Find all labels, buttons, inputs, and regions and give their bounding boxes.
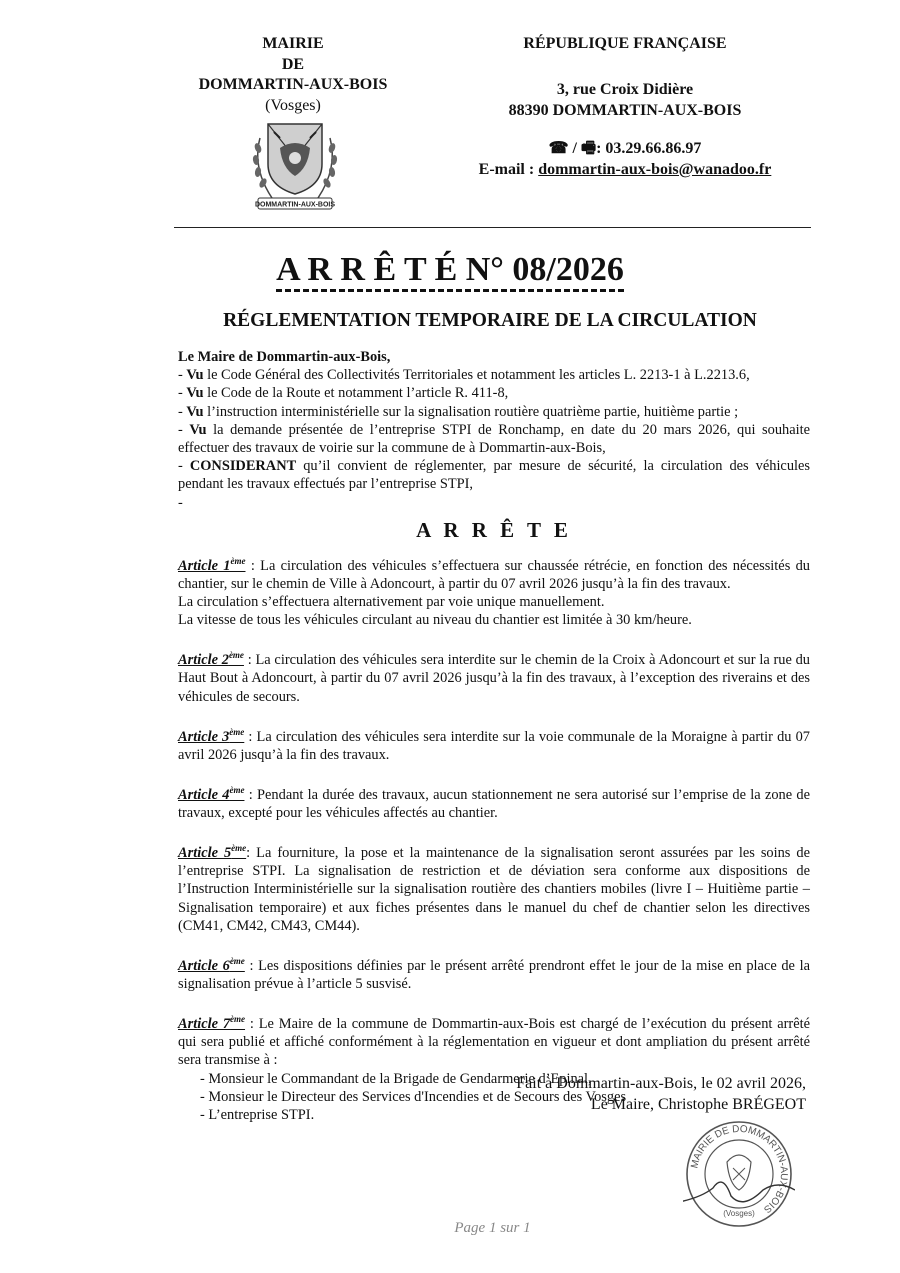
preamble-item: - Vu l’instruction interministérielle sur la signalisation routière quatrième partie, huitième partie ; [178,403,739,420]
republique-title: RÉPUBLIQUE FRANÇAISE [523,35,727,52]
preamble-item: - CONSIDERANT qu’il convient de réglementer, par mesure de sécurité, la circulation des véhicules pendant les travaux effectués par l’entreprise STPI, [178,458,811,493]
official-stamp-icon [683,1118,795,1230]
address-line1: 3, rue Croix Didière [556,81,694,98]
document-body [178,348,810,1124]
article-1: Article 1ème : La circulation des véhicules s’effectuera sur chaussée rétrécie, en fonction des nécessités du chantier, sur le chemin de Ville à Adoncourt, à partir du 07 avril 2026 jusqu’à la fin des travaux. La circulation s’effectuera alternativement par voie unique manuellement. La vitesse de tous les véhicules circulant au niveau du chantier est limitée à 30 km/heure. [178,555,811,629]
article-5: Article 5ème: La fourniture, la pose et la maintenance de la signalisation seront assurées par les soins de l’entreprise STPI. La signalisation de restriction et de déviation sera conforme aux dispositions de l’Instruction Interministérielle sur la signalisation routière des chantiers mobiles (livre I – Huitième partie – Signalisation temporaire) et aux fiches présentes dans le manuel du chef de chantier selon les directives (CM41, CM42, CM43, CM44). [178,843,810,934]
article-4: Article 4ème : Pendant la durée des travaux, aucun stationnement ne sera autorisé sur l’emprise de la zone de travaux, excepté pour les véhicules affectés au chantier. [178,785,810,822]
mairie-header [175,34,411,116]
arrete-subtitle: RÉGLEMENTATION TEMPORAIRE DE LA CIRCULATION [223,310,757,331]
article-2: Article 2ème : La circulation des véhicules sera interdite sur le chemin de la Croix à Adoncourt et sur la rue du Haut Bout à Adoncourt, à partir du 07 avril 2026 jusqu’à la fin des travaux, à l’exception des riverains et des véhicules de secours. [178,650,811,705]
address-line2: 88390 DOMMARTIN-AUX-BOIS [508,101,742,119]
mairie-line2: DE [281,55,305,73]
phone-fax: ☎ / 🖷: 03.29.66.86.97 [548,140,702,157]
arrete-title [0,251,900,292]
email-label: E-mail : [478,160,539,178]
signature-block [440,1073,806,1115]
article-label: Article 3ème [178,726,245,745]
arrete-title-text: A R R Ê T É N° 08/2026 [276,251,624,292]
preamble-item: - Vu la demande présentée de l’entreprise STPI de Ronchamp, en date du 20 mars 2026, qui souhaite effectuer des travaux de voirie sur la commune de à Dommartin-aux-Bois, [178,421,811,457]
article-label: Article 2ème [178,650,244,669]
preamble-item: - Vu le Code Général des Collectivités Territoriales et notamment les articles L. 2213-1 à L.2213.6, [178,367,750,384]
article-6: Article 6ème : Les dispositions définies par le présent arrêté prendront effet le jour de la mise en place de la signalisation prévue à l’article 5 susvisé. [178,956,810,993]
email-line [450,160,800,181]
article-label: Article 4ème [178,785,245,803]
email-link[interactable]: dommartin-aux-bois@wanadoo.fr [538,160,772,178]
preamble-intro: Le Maire de Dommartin-aux-Bois, [178,349,391,365]
republique-header [450,34,800,180]
page-number: Page 1 sur 1 [454,1220,531,1236]
list-item: - L’entreprise STPI. [200,1107,315,1124]
article-label: Article 1ème [178,555,246,574]
article-label: Article 7ème [178,1014,246,1033]
article-label: Article 6ème [178,956,245,974]
article-7: Article 7ème : Le Maire de la commune de Dommartin-aux-Bois est chargé de l’exécution du présent arrêté qui sera publié et affiché conformément à la réglementation en vigueur et dont ampliation du présent arrêté sera transmise à : [178,1014,810,1069]
mairie-line1: MAIRIE [262,35,324,52]
place-date: Fait à Dommartin-aux-Bois, le 02 avril 2026, [516,1075,806,1092]
arrete-heading: A R R Ê T E [416,517,572,542]
stamp-subtext: (Vosges) [723,1209,755,1218]
preamble-item: - Vu le Code de la Route et notamment l’article R. 411-8, [178,385,509,402]
header-divider [174,227,811,228]
signatory: Le Maire, Christophe BRÉGEOT [590,1096,806,1113]
mairie-line3: DOMMARTIN-AUX-BOIS [198,76,388,93]
list-item: - Monsieur le Directeur des Services d'Incendies et de Secours des Vosges [200,1088,627,1105]
article-3: Article 3ème : La circulation des véhicules sera interdite sur la voie communale de la Moraigne à partir du 07 avril 2026 jusqu’à la fin des travaux. [178,726,811,763]
crest-banner-text: DOMMARTIN-AUX-BOIS [254,201,336,209]
preamble-trailing-dash: - [178,494,183,511]
mairie-dept: (Vosges) [265,96,321,114]
list-item: - Monsieur le Commandant de la Brigade de Gendarmerie d’Epinal, [200,1070,592,1087]
stamp-text: MAIRIE DE DOMMARTIN-AUX-BOIS [689,1123,790,1215]
article-label: Article 5ème [178,843,247,862]
coat-of-arms-icon [250,118,340,214]
